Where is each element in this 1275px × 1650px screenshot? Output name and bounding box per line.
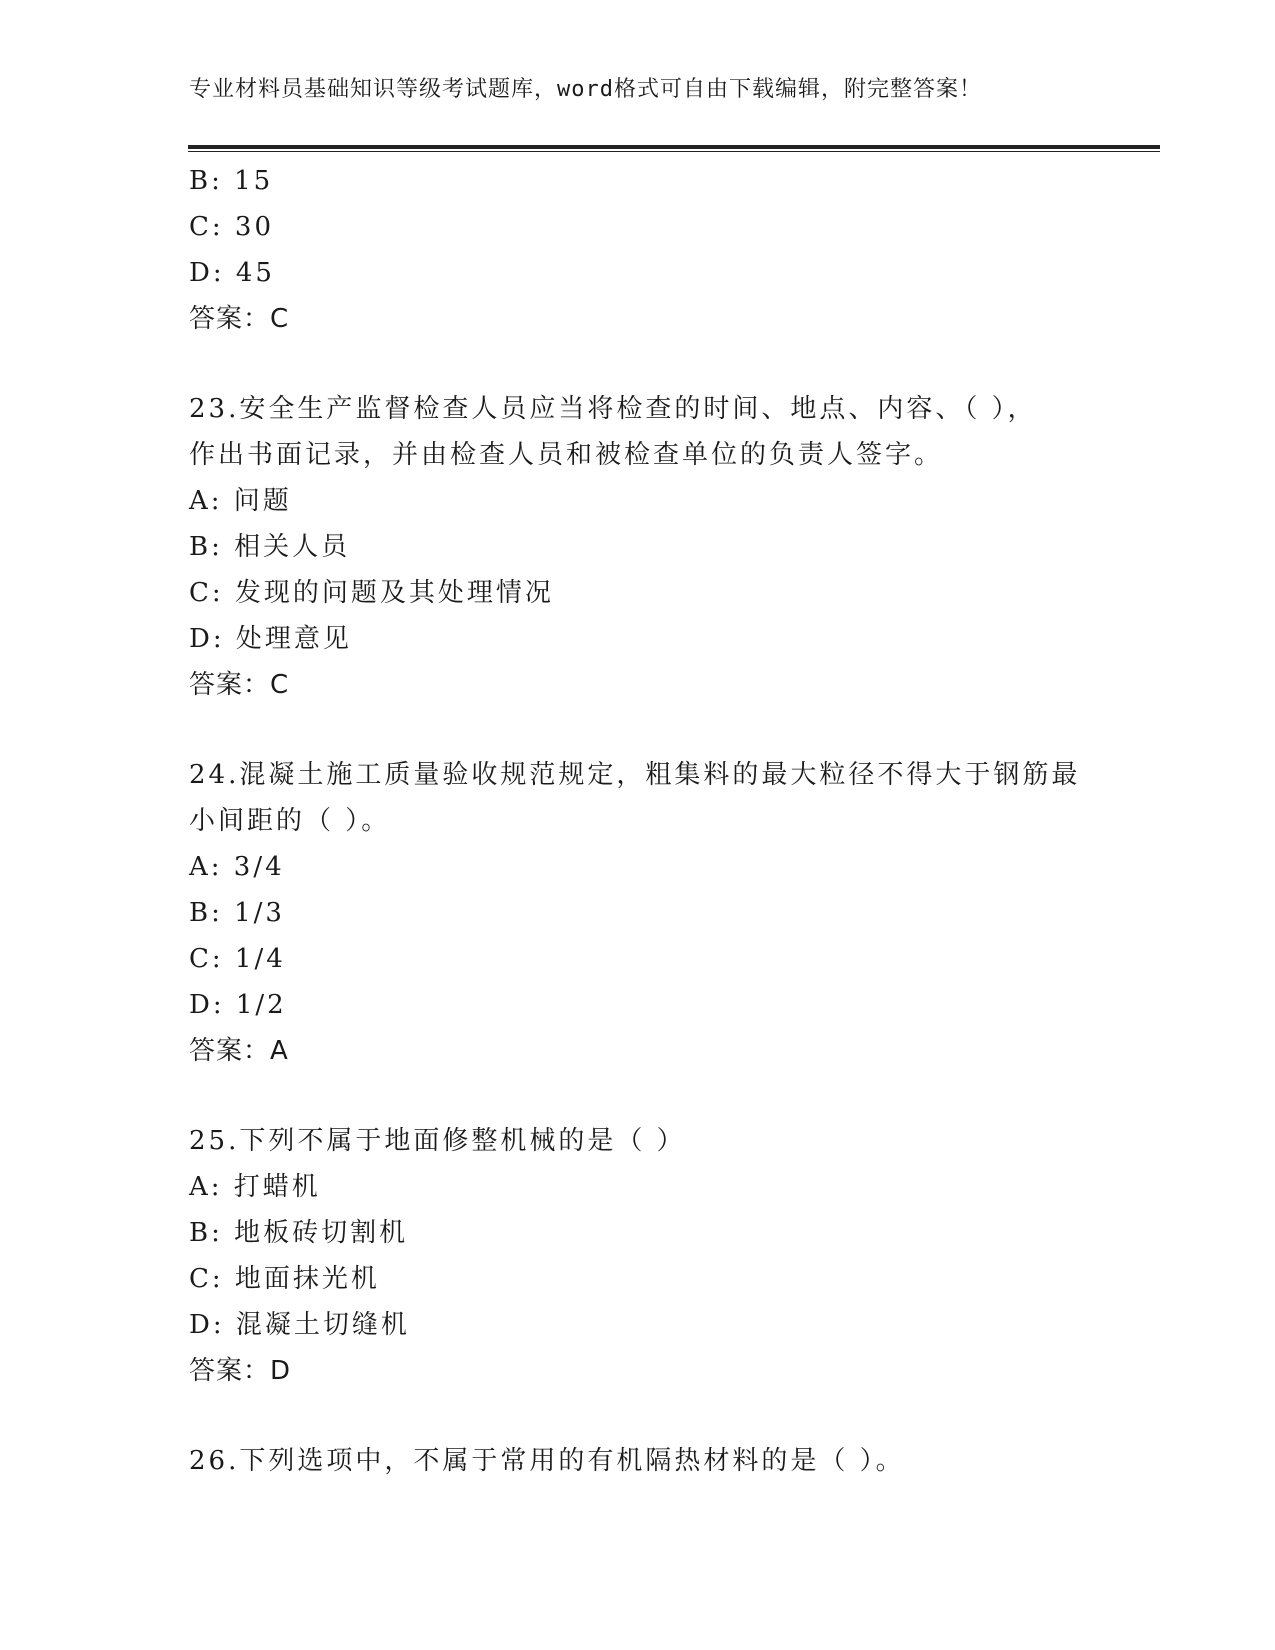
option-a: A: 打蜡机 xyxy=(189,1172,321,1202)
question-23 xyxy=(189,386,1129,708)
option-a: A: 问题 xyxy=(189,486,292,516)
header-rule-thick xyxy=(188,145,1160,149)
option-c: C: 30 xyxy=(189,212,275,242)
option-b: B: 15 xyxy=(189,166,274,196)
option-c: C: 发现的问题及其处理情况 xyxy=(189,578,554,608)
page-header: 专业材料员基础知识等级考试题库，word格式可自由下载编辑，附完整答案！ xyxy=(189,77,982,102)
option-d: D: 1/2 xyxy=(189,990,287,1020)
option-b: B: 相关人员 xyxy=(189,532,351,562)
question-text-cont: 作出书面记录，并由检查人员和被检查单位的负责人签字。 xyxy=(189,440,944,470)
question-22-continuation xyxy=(189,158,1129,342)
question-text-cont: 小间距的（ ）。 xyxy=(189,806,391,836)
question-text: 23.安全生产监督检查人员应当将检查的时间、地点、内容、（ ）， xyxy=(189,394,1037,424)
question-26 xyxy=(189,1438,1129,1484)
spacer xyxy=(189,342,1129,386)
option-c: C: 1/4 xyxy=(189,944,286,974)
option-d: D: 处理意见 xyxy=(189,624,352,654)
question-text: 26.下列选项中，不属于常用的有机隔热材料的是（ ）。 xyxy=(189,1446,905,1476)
header-rule-thin xyxy=(188,151,1160,152)
document-body xyxy=(189,158,1129,1484)
option-d: D: 45 xyxy=(189,258,275,288)
answer-line: 答案：D xyxy=(189,1356,292,1386)
option-a: A: 3/4 xyxy=(189,852,285,882)
question-text: 25.下列不属于地面修整机械的是（ ） xyxy=(189,1126,686,1156)
option-b: B: 地板砖切割机 xyxy=(189,1218,409,1248)
option-c: C: 地面抹光机 xyxy=(189,1264,380,1294)
answer-line: 答案：A xyxy=(189,1036,289,1066)
question-24 xyxy=(189,752,1129,1074)
spacer xyxy=(189,1074,1129,1118)
option-d: D: 混凝土切缝机 xyxy=(189,1310,410,1340)
question-25 xyxy=(189,1118,1129,1394)
question-text: 24.混凝土施工质量验收规范规定，粗集料的最大粒径不得大于钢筋最 xyxy=(189,760,1081,790)
answer-line: 答案：C xyxy=(189,670,290,700)
option-b: B: 1/3 xyxy=(189,898,285,928)
spacer xyxy=(189,708,1129,752)
spacer xyxy=(189,1394,1129,1438)
answer-line: 答案：C xyxy=(189,304,290,334)
